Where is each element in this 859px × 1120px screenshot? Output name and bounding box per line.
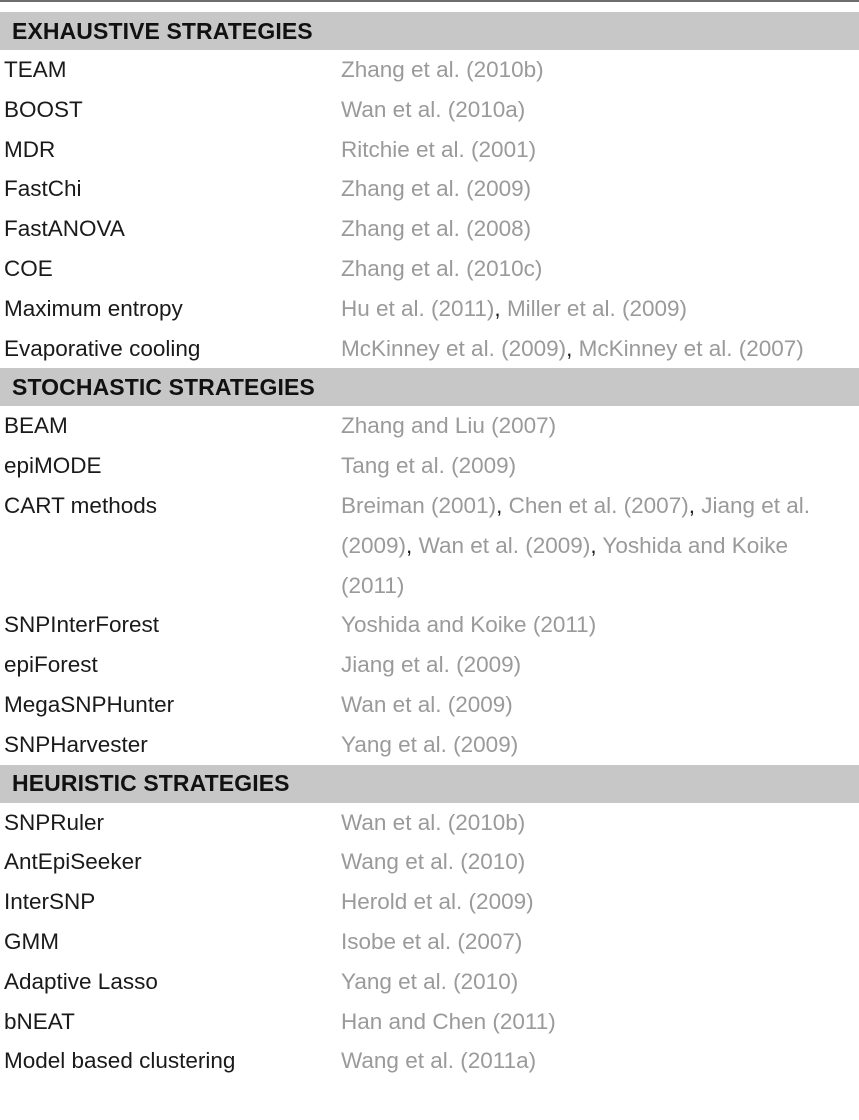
reference-link[interactable]: Wang et al. (2010) [341,849,526,875]
references-cell [338,446,838,486]
table-row [0,329,859,369]
table-row [0,645,859,685]
method-name: FastANOVA [4,216,125,242]
table-row [0,209,859,249]
reference-link[interactable]: Yoshida and Koike (2011) [341,612,597,638]
method-name: COE [4,255,53,281]
references-cell [338,605,838,645]
method-name: SNPInterForest [4,612,160,638]
method-name: InterSNP [4,889,96,915]
method-name: SNPHarvester [4,731,148,757]
table-row [0,50,859,90]
table-row [0,1002,859,1042]
method-name: SNPRuler [4,809,105,835]
method-name: bNEAT [4,1008,75,1034]
reference-link[interactable]: Zhang et al. (2009) [341,176,532,202]
references-cell [338,249,838,289]
reference-link[interactable]: Jiang et al. (2009) [341,492,811,558]
reference-separator: , [566,335,579,361]
method-name: AntEpiSeeker [4,849,142,875]
reference-link[interactable]: Miller et al. (2009) [506,295,688,321]
reference-link[interactable]: Isobe et al. (2007) [341,928,523,954]
references-cell [338,1002,838,1042]
references-cell [338,209,838,249]
table-row [0,842,859,882]
method-name: epiForest [4,652,98,678]
references-cell [338,50,838,90]
reference-separator: , [406,532,419,558]
references-cell [338,803,838,843]
table-row [0,882,859,922]
method-name: BEAM [4,413,68,439]
references-cell [338,486,838,605]
reference-link[interactable]: Wan et al. (2009) [418,532,591,558]
method-name: MegaSNPHunter [4,691,175,717]
strategies-table [0,12,859,1081]
table-row [0,289,859,329]
references-cell [338,842,838,882]
references-cell [338,130,838,170]
reference-link[interactable]: Jiang et al. (2009) [341,652,522,678]
references-cell [338,922,838,962]
reference-link[interactable]: Breiman (2001) [341,492,497,518]
reference-link[interactable]: Wan et al. (2009) [341,691,513,717]
references-cell [338,645,838,685]
method-name: BOOST [4,96,83,122]
table-row [0,803,859,843]
section-header: STOCHASTIC STRATEGIES [0,368,859,406]
table-row [0,962,859,1002]
section-header: EXHAUSTIVE STRATEGIES [0,12,859,50]
table-row [0,605,859,645]
method-name: GMM [4,928,59,954]
references-cell [338,169,838,209]
table-row [0,446,859,486]
references-cell [338,329,838,369]
reference-link[interactable]: Wan et al. (2010b) [341,809,526,835]
method-name: FastChi [4,176,82,202]
method-name: Maximum entropy [4,295,183,321]
reference-link[interactable]: Yang et al. (2009) [341,731,519,757]
method-name: Evaporative cooling [4,335,201,361]
reference-link[interactable]: Yoshida and Koike (2011) [341,532,788,598]
reference-link[interactable]: Zhang et al. (2008) [341,216,532,242]
top-rule [0,0,859,2]
references-cell [338,289,838,329]
method-name: epiMODE [4,453,102,479]
method-name: MDR [4,136,56,162]
reference-link[interactable]: Zhang et al. (2010b) [341,57,544,82]
reference-link[interactable]: McKinney et al. (2009) [341,335,567,361]
reference-link[interactable]: Ritchie et al. (2001) [341,136,537,162]
table-row [0,922,859,962]
reference-link[interactable]: Wan et al. (2010a) [341,96,526,122]
table-row [0,130,859,170]
reference-separator: , [494,295,507,321]
reference-link[interactable]: Tang et al. (2009) [341,453,517,479]
reference-separator: , [496,492,509,518]
references-cell [338,725,838,765]
reference-link[interactable]: Hu et al. (2011) [341,295,495,321]
table-row [0,249,859,289]
table-row [0,685,859,725]
references-cell [338,90,838,130]
table-row [0,169,859,209]
table-row [0,486,859,605]
method-name: TEAM [4,57,67,82]
references-cell [338,406,838,446]
reference-link[interactable]: Zhang et al. (2010c) [341,255,543,281]
method-name: Model based clustering [4,1048,236,1074]
reference-link[interactable]: Zhang and Liu (2007) [341,413,557,439]
reference-link[interactable]: Han and Chen (2011) [341,1008,556,1034]
reference-link[interactable]: Chen et al. (2007) [508,492,689,518]
reference-link[interactable]: Herold et al. (2009) [341,889,534,915]
reference-link[interactable]: McKinney et al. (2007) [578,335,804,361]
method-name: Adaptive Lasso [4,968,158,994]
reference-link[interactable]: Yang et al. (2010) [341,968,519,994]
table-row [0,725,859,765]
references-cell [338,962,838,1002]
method-name: CART methods [4,492,157,518]
reference-separator: , [590,532,603,558]
section-header: HEURISTIC STRATEGIES [0,765,859,803]
references-cell [338,1041,838,1081]
references-cell [338,882,838,922]
table-row [0,406,859,446]
table-row [0,90,859,130]
reference-separator: , [688,492,702,518]
table-row [0,1041,859,1081]
references-cell [338,685,838,725]
reference-link[interactable]: Wang et al. (2011a) [341,1048,537,1074]
